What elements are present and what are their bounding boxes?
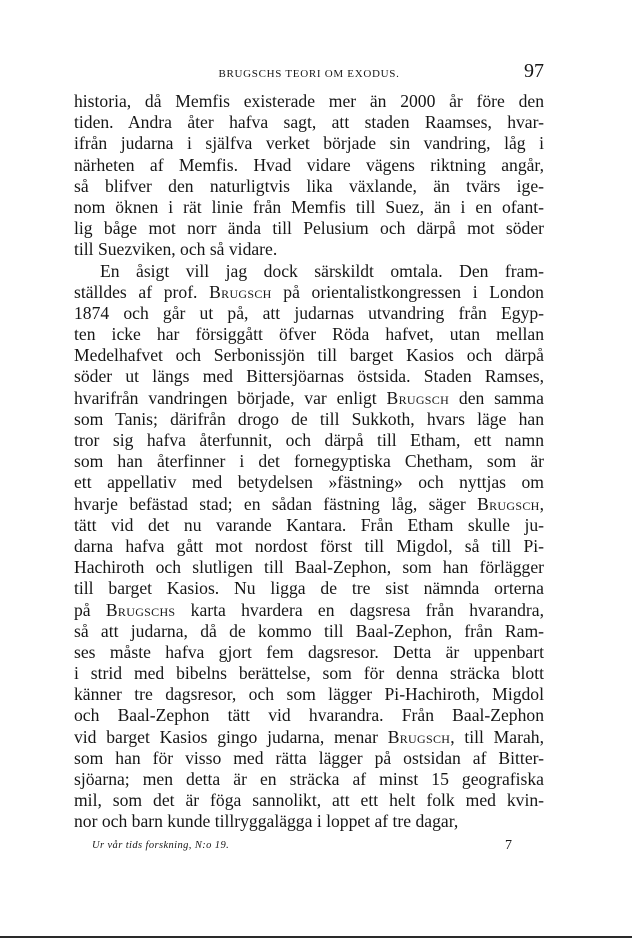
header-title: BRUGSCHS TEORI OM EXODUS.: [218, 68, 400, 80]
text-line: [74, 324, 544, 345]
text-segment: som han för visso med rätta lägger på ostsidan af Bitter-: [74, 747, 544, 768]
text-line: [74, 790, 544, 811]
text-line: [74, 282, 544, 303]
text-segment: Medelhafvet och Serbonissjön till barget Kasios och därpå: [74, 345, 544, 366]
text-line: [74, 261, 544, 282]
text-line: [74, 303, 544, 324]
text-line: [74, 684, 544, 705]
text-line: [74, 600, 544, 621]
text-line: [74, 112, 544, 133]
text-line: [74, 621, 544, 642]
text-line: [74, 197, 544, 218]
text-segment: tror sig hafva återfunnit, och därpå till Etham, ett namn: [74, 430, 544, 450]
text-line: [74, 536, 544, 557]
text-segment: på orientalistkongressen i London: [271, 281, 544, 302]
text-segment: Hachiroth och slutligen till Baal-Zephon, som han förlägger: [74, 557, 544, 578]
text-segment: och Baal-Zephon tätt vid hvarandra. Från Baal-Zephon: [74, 705, 544, 726]
text-line: [74, 239, 544, 260]
author-name: Brugsch: [209, 281, 272, 302]
author-name: Brugsch: [477, 493, 540, 514]
text-line: [74, 705, 544, 726]
text-line: [74, 345, 544, 366]
text-line: [74, 578, 544, 599]
text-segment: nom öknen i rät linie från Memfis till Suez, än i en ofant-: [74, 196, 544, 217]
text-segment: historia, då Memfis existerade mer än 2000 år före den: [74, 91, 544, 111]
text-segment: hvarje befästad stad; en sådan fästning låg, säger: [74, 493, 478, 514]
page-number: 97: [524, 60, 544, 82]
text-segment: söder ut längs med Bittersjöarnas östsida. Staden Ramses,: [74, 366, 544, 387]
text-line: [74, 748, 544, 769]
text-segment: darna hafva gått mot nordost först till Migdol, så till Pi-: [74, 535, 544, 556]
text-segment: i strid med bibelns berättelse, som för denna sträcka blott: [74, 663, 544, 684]
signature-mark: 7: [505, 838, 512, 853]
text-segment: mil, som det är föga sannolikt, att ett helt folk med kvin-: [74, 790, 544, 811]
text-segment: ,: [539, 493, 544, 514]
text-line: [74, 472, 544, 493]
running-header: [74, 60, 544, 90]
page-footer: [92, 838, 512, 858]
text-segment: lig båge mot norr ända till Pelusium och därpå mot söder: [74, 218, 544, 239]
text-segment: ett appellativ med betydelsen »fästning» och nyttjas om: [74, 472, 544, 493]
footer-source: Ur vår tids forskning, N:o 19.: [92, 840, 230, 851]
text-line: [74, 430, 544, 451]
text-segment: hvarifrån vandringen började, var enligt: [74, 387, 387, 408]
text-segment: karta hvardera en dagsresa från hvarandra,: [175, 599, 544, 620]
text-line: [74, 811, 544, 832]
text-line: [74, 388, 544, 409]
text-line: [74, 409, 544, 430]
text-segment: vid barget Kasios gingo judarna, menar: [74, 726, 388, 747]
text-line: [74, 133, 544, 154]
text-segment: på: [74, 599, 106, 620]
text-segment: tätt vid det nu varande Kantara. Från Etham skulle ju-: [74, 514, 544, 535]
text-segment: sjöarna; men detta är en sträcka af minst 15 geografiska: [74, 769, 544, 789]
text-line: [74, 218, 544, 239]
text-segment: tiden. Andra åter hafva sagt, att staden Raamses, hvar-: [74, 112, 544, 133]
text-line: [74, 557, 544, 578]
text-line: [74, 176, 544, 197]
text-segment: som Tanis; därifrån drogo de till Sukkoth, hvars läge han: [74, 408, 544, 429]
text-line: [74, 663, 544, 684]
text-segment: som han återfinner i det fornegyptiska Chetham, som är: [74, 451, 544, 472]
text-segment: En åsigt vill jag dock särskildt omtala. Den fram-: [100, 260, 544, 281]
text-segment: nor och barn kunde tillryggalägga i loppet af tre dagar,: [74, 811, 459, 832]
text-segment: ses måste hafva gjort fem dagsresor. Detta är uppenbart: [74, 641, 544, 662]
text-segment: närheten af Memfis. Hvad vidare vägens riktning angår,: [74, 154, 544, 175]
author-name: Brugsch: [386, 387, 450, 408]
author-name: Brugsch: [387, 726, 451, 747]
text-line: [74, 494, 544, 515]
text-segment: så att judarna, då de kommo till Baal-Zephon, från Ram-: [74, 620, 544, 641]
scan-edge-line: [0, 936, 632, 938]
text-line: [74, 155, 544, 176]
author-name: Brugschs: [105, 599, 176, 620]
text-segment: till barget Kasios. Nu ligga de tre sist nämnda orterna: [74, 578, 544, 599]
text-segment: ifrån judarna i själfva verket började sin vandring, låg i: [74, 133, 544, 154]
text-segment: , till Marah,: [450, 726, 544, 747]
text-line: [74, 642, 544, 663]
text-segment: känner tre dagsresor, och som lägger Pi-Hachiroth, Migdol: [74, 684, 544, 705]
text-segment: till Suezviken, och så vidare.: [74, 239, 278, 260]
body-text: [74, 91, 544, 833]
text-line: [74, 515, 544, 536]
text-line: [74, 727, 544, 748]
text-line: [74, 91, 544, 112]
text-line: [74, 769, 544, 790]
text-segment: så blifver den naturligtvis lika växlande, än tvärs ige-: [74, 175, 544, 196]
text-line: [74, 451, 544, 472]
text-segment: ställdes af prof.: [74, 281, 210, 302]
text-segment: ten icke har försiggått öfver Röda hafvet, utan mellan: [74, 324, 544, 345]
text-segment: den samma: [449, 387, 544, 408]
text-line: [74, 366, 544, 387]
text-segment: 1874 och går ut på, att judarnas utvandring från Egyp-: [74, 302, 544, 323]
